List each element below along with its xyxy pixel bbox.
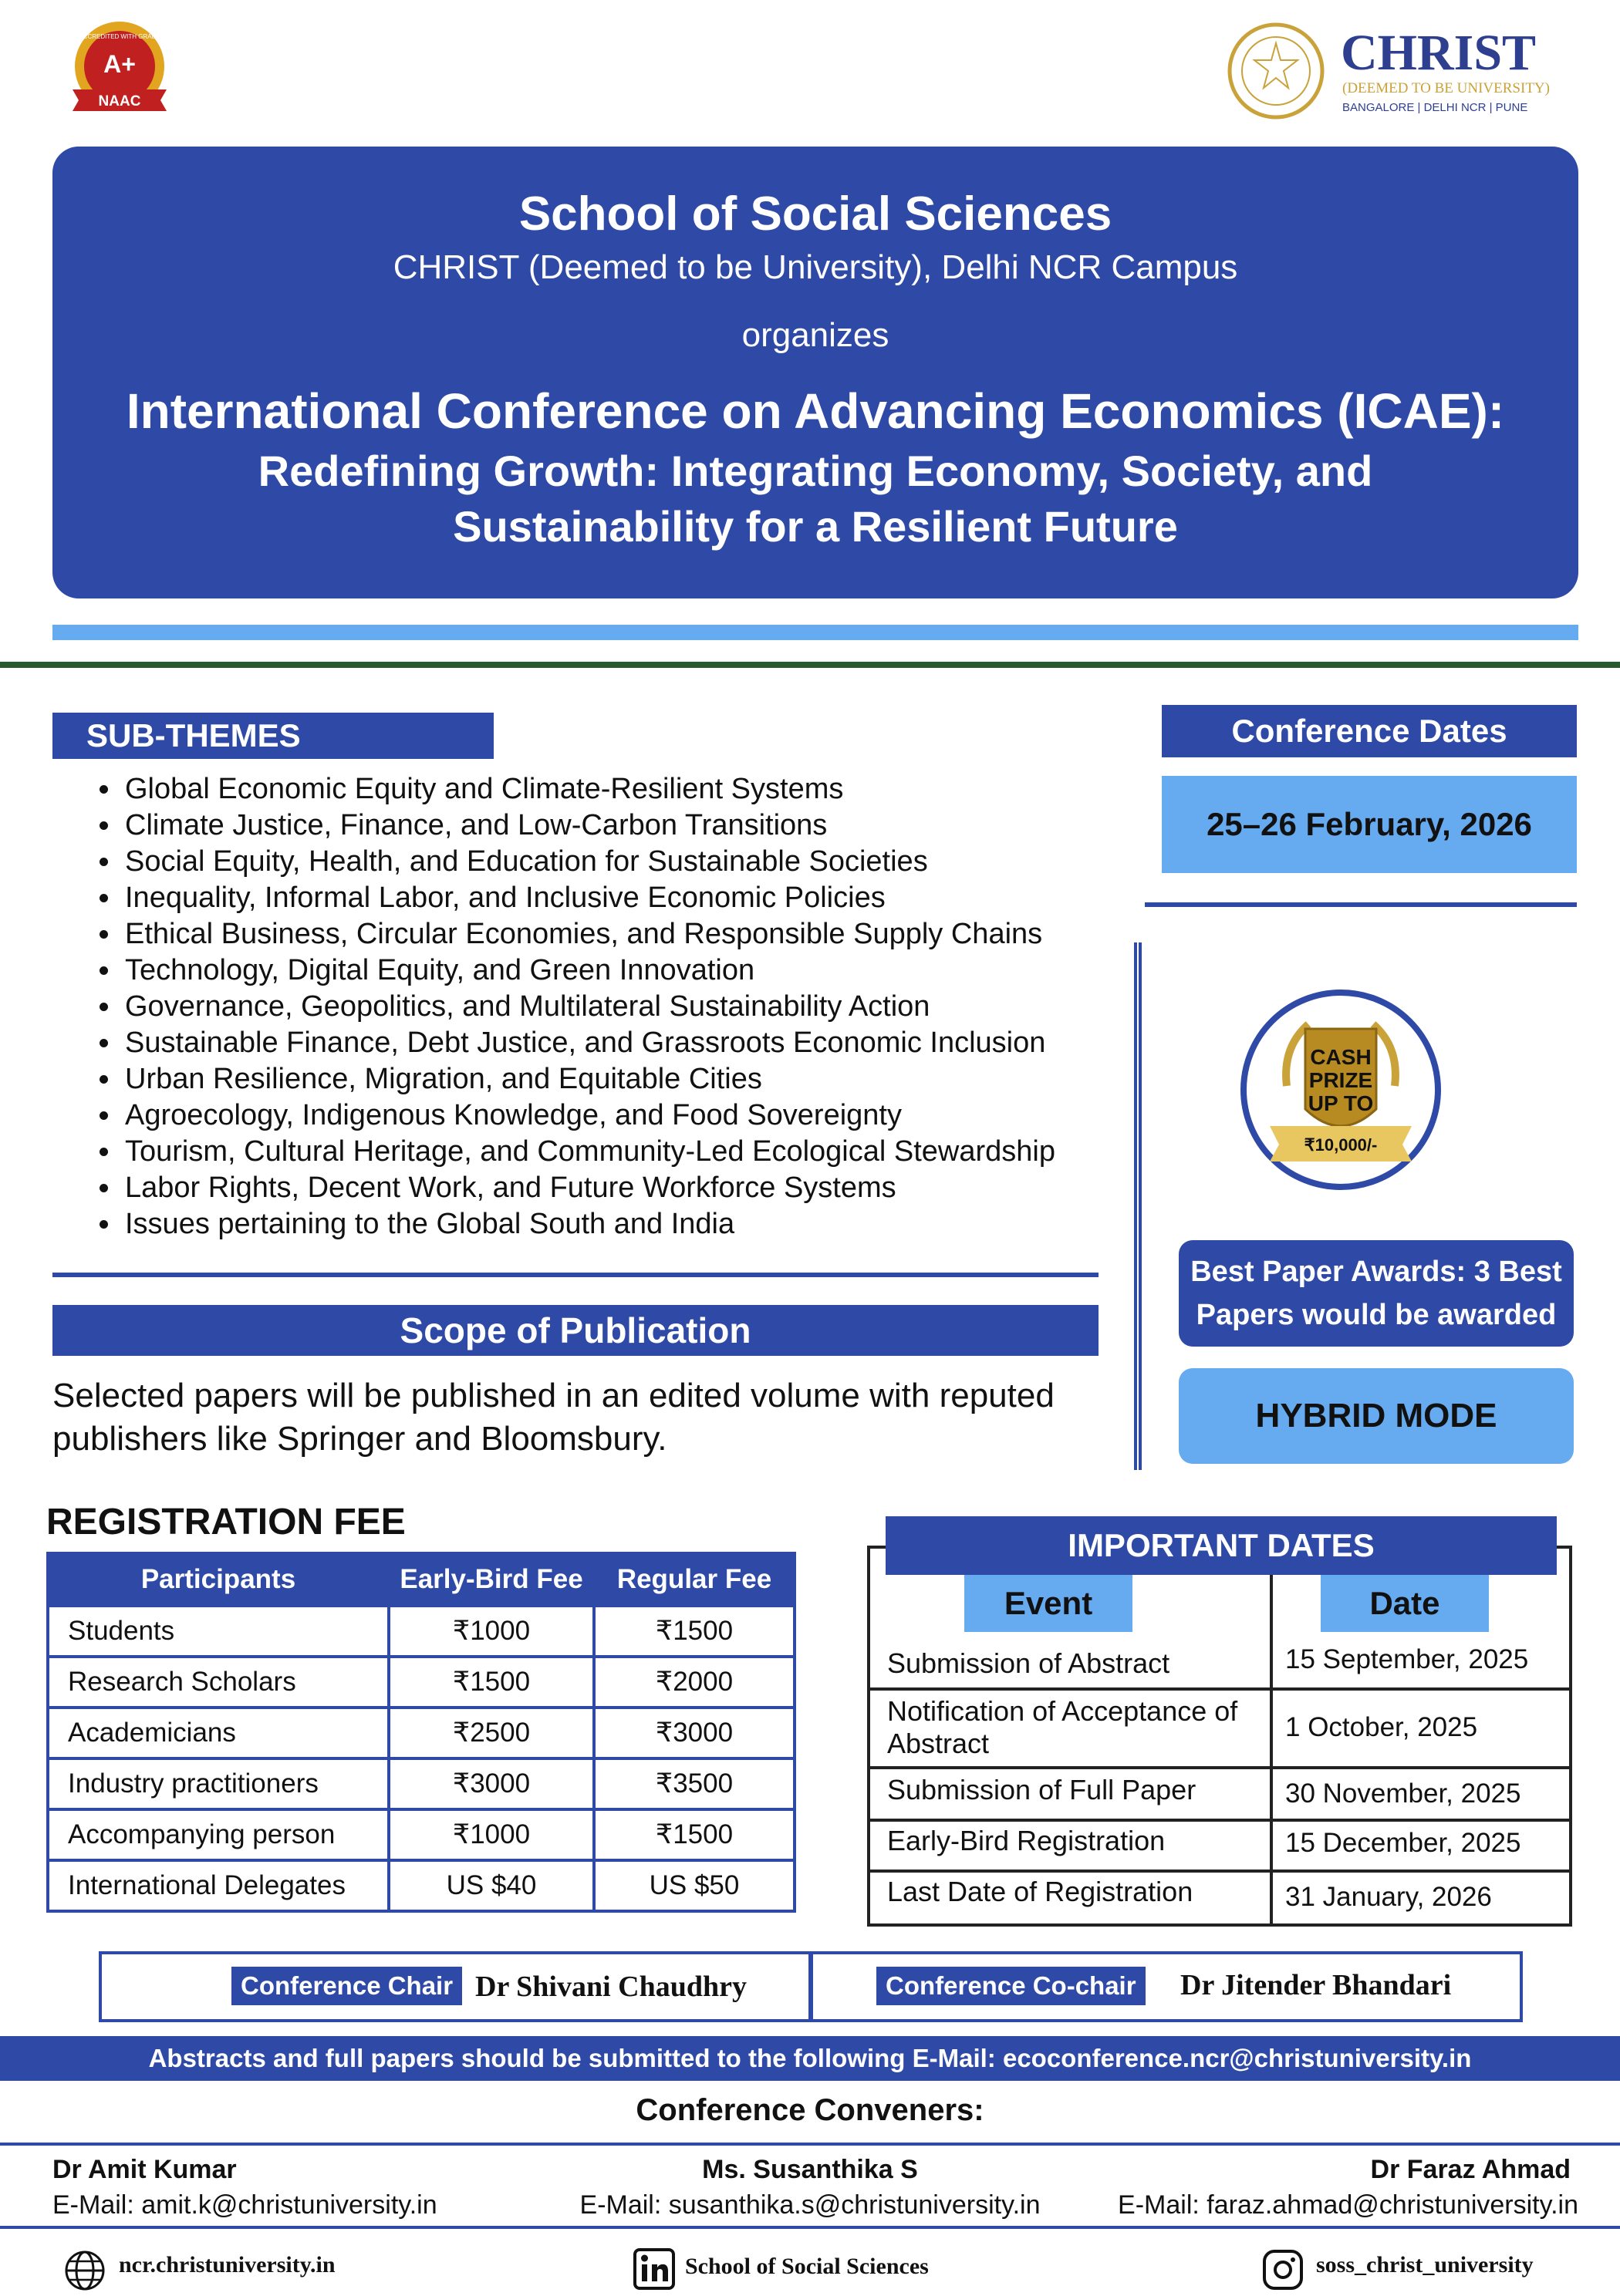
event-cell: Submission of Full Paper xyxy=(887,1774,1196,1805)
chair-label: Conference Chair xyxy=(231,1967,462,2005)
list-item: • Governance, Geopolitics, and Multilateral Sustainability Action xyxy=(122,989,1156,1025)
header-event: Event xyxy=(964,1575,1132,1632)
cochair-name: Dr Jitender Bhandari xyxy=(1180,1969,1452,2001)
header-early-bird: Early-Bird Fee xyxy=(389,1553,594,1606)
event-cell: Notification of Acceptance of Abstract xyxy=(887,1695,1238,1759)
table-cell: Research Scholars xyxy=(48,1657,389,1708)
christ-sub: (DEEMED TO BE UNIVERSITY) xyxy=(1342,80,1550,96)
table-row xyxy=(48,1606,795,1657)
row-divider xyxy=(867,1819,1572,1822)
date-cell: 31 January, 2026 xyxy=(1285,1882,1492,1912)
table-row xyxy=(48,1809,795,1860)
table-cell: ₹1500 xyxy=(389,1657,594,1708)
organizes-text: organizes xyxy=(741,316,889,354)
table-cell: ₹3000 xyxy=(389,1758,594,1809)
prize-line-3: UP TO xyxy=(1308,1091,1374,1115)
date-cell: 15 September, 2025 xyxy=(1285,1644,1529,1674)
list-item: • Issues pertaining to the Global South and India xyxy=(122,1206,1156,1242)
event-cell: Early-Bird Registration xyxy=(887,1825,1166,1856)
list-item: • Urban Resilience, Migration, and Equitable Cities xyxy=(122,1061,1156,1097)
list-item: • Tourism, Cultural Heritage, and Community-Led Ecological Stewardship xyxy=(122,1134,1156,1170)
christ-logo xyxy=(1225,20,1564,123)
conference-cochair-box xyxy=(810,1951,1523,2022)
event-cell: Last Date of Registration xyxy=(887,1876,1193,1907)
table-cell: ₹1000 xyxy=(389,1809,594,1860)
table-cell: ₹3500 xyxy=(594,1758,795,1809)
table-cell: International Delegates xyxy=(48,1860,389,1911)
subthemes-heading: SUB-THEMES xyxy=(52,713,494,759)
convener-name: Ms. Susanthika S xyxy=(702,2155,918,2184)
subthemes-list xyxy=(91,771,1156,1242)
conference-dates-value: 25–26 February, 2026 xyxy=(1162,776,1577,873)
header-participants: Participants xyxy=(48,1553,389,1606)
conveners-title: Conference Conveners: xyxy=(636,2093,984,2127)
table-row xyxy=(48,1708,795,1758)
row-divider xyxy=(867,1870,1572,1873)
table-cell: ₹2500 xyxy=(389,1708,594,1758)
table-cell: ₹3000 xyxy=(594,1708,795,1758)
convener-email: E-Mail: amit.k@christuniversity.in xyxy=(52,2190,437,2220)
hybrid-mode-badge: HYBRID MODE xyxy=(1179,1368,1574,1464)
list-item: • Climate Justice, Finance, and Low-Carbon Transitions xyxy=(122,807,1156,844)
christ-campuses: BANGALORE | DELHI NCR | PUNE xyxy=(1342,101,1528,114)
website-link[interactable]: ncr.christuniversity.in xyxy=(119,2252,336,2277)
christ-name: CHRIST xyxy=(1341,25,1537,81)
list-item: • Global Economic Equity and Climate-Resilient Systems xyxy=(122,771,1156,807)
cochair-label: Conference Co-chair xyxy=(876,1967,1146,2005)
list-item: • Labor Rights, Decent Work, and Future Workforce Systems xyxy=(122,1170,1156,1206)
table-cell: US $40 xyxy=(389,1860,594,1911)
table-cell: ₹2000 xyxy=(594,1657,795,1708)
list-item: • Inequality, Informal Labor, and Inclusive Economic Policies xyxy=(122,880,1156,916)
accent-bar xyxy=(52,625,1578,640)
naac-ring-text: ACCREDITED WITH GRADE xyxy=(79,33,160,40)
list-item: • Technology, Digital Equity, and Green Innovation xyxy=(122,952,1156,989)
conference-dates-heading: Conference Dates xyxy=(1162,705,1577,757)
section-divider xyxy=(0,662,1620,668)
divider xyxy=(0,2226,1620,2229)
row-divider xyxy=(867,1766,1572,1769)
table-row xyxy=(48,1657,795,1708)
linkedin-icon xyxy=(633,2247,676,2294)
prize-amount: ₹10,000/- xyxy=(1304,1135,1378,1155)
conference-chair-box xyxy=(99,1951,812,2022)
instagram-icon xyxy=(1262,2249,1304,2294)
date-cell: 1 October, 2025 xyxy=(1285,1712,1478,1742)
convener-email: E-Mail: faraz.ahmad@christuniversity.in xyxy=(1118,2190,1578,2220)
divider xyxy=(52,1273,1099,1277)
university-name: CHRIST (Deemed to be University), Delhi NCR Campus xyxy=(393,248,1238,286)
school-name: School of Social Sciences xyxy=(518,187,1112,241)
table-header-row xyxy=(48,1553,795,1606)
registration-fee-table xyxy=(46,1552,796,1913)
list-item: • Ethical Business, Circular Economies, and Responsible Supply Chains xyxy=(122,916,1156,952)
table-row xyxy=(48,1758,795,1809)
date-cell: 15 December, 2025 xyxy=(1285,1828,1521,1858)
table-cell: Students xyxy=(48,1606,389,1657)
date-cell: 30 November, 2025 xyxy=(1285,1778,1521,1809)
list-item: • Agroecology, Indigenous Knowledge, and Food Sovereignty xyxy=(122,1097,1156,1134)
chair-name: Dr Shivani Chaudhry xyxy=(475,1971,747,2003)
scope-text: Selected papers will be published in an edited volume with reputed publishers like Springer and Bloomsbury. xyxy=(52,1377,1055,1458)
convener-name: Dr Faraz Ahmad xyxy=(1370,2155,1571,2184)
conference-theme: Redefining Growth: Integrating Economy, Society, and Sustainability for a Resilient Future xyxy=(258,447,1373,551)
important-dates-heading: IMPORTANT DATES xyxy=(886,1516,1557,1575)
naac-logo xyxy=(62,19,177,126)
divider xyxy=(0,2143,1620,2146)
scope-heading: Scope of Publication xyxy=(52,1305,1099,1356)
prize-line-2: PRIZE xyxy=(1308,1068,1373,1092)
vertical-divider xyxy=(1134,942,1142,1470)
header-regular: Regular Fee xyxy=(594,1553,795,1606)
event-cell: Submission of Abstract xyxy=(887,1647,1170,1679)
instagram-link[interactable]: soss_christ_university xyxy=(1316,2252,1534,2277)
conference-title: International Conference on Advancing Economics (ICAE): xyxy=(126,383,1505,439)
divider xyxy=(1145,902,1577,907)
convener-name: Dr Amit Kumar xyxy=(52,2155,237,2184)
table-cell: Accompanying person xyxy=(48,1809,389,1860)
linkedin-link[interactable]: School of Social Sciences xyxy=(685,2254,929,2279)
submission-email-bar: Abstracts and full papers should be submitted to the following E-Mail: ecoconference.ncr@christuniversity.in xyxy=(0,2036,1620,2081)
best-paper-awards: Best Paper Awards: 3 Best Papers would be awarded xyxy=(1179,1240,1574,1347)
row-divider xyxy=(867,1687,1572,1691)
header-date: Date xyxy=(1321,1575,1489,1632)
globe-icon xyxy=(63,2249,106,2296)
table-row xyxy=(48,1860,795,1911)
table-cell: Industry practitioners xyxy=(48,1758,389,1809)
table-cell: ₹1500 xyxy=(594,1606,795,1657)
registration-title: REGISTRATION FEE xyxy=(46,1502,406,1542)
table-cell: Academicians xyxy=(48,1708,389,1758)
table-cell: ₹1000 xyxy=(389,1606,594,1657)
naac-grade: A+ xyxy=(103,50,136,78)
table-cell: US $50 xyxy=(594,1860,795,1911)
prize-line-1: CASH xyxy=(1310,1045,1372,1069)
naac-label: NAAC xyxy=(98,93,141,110)
table-cell: ₹1500 xyxy=(594,1809,795,1860)
list-item: • Social Equity, Health, and Education for Sustainable Societies xyxy=(122,844,1156,880)
cash-prize-badge xyxy=(1239,955,1443,1225)
title-banner xyxy=(52,147,1578,598)
list-item: • Sustainable Finance, Debt Justice, and Grassroots Economic Inclusion xyxy=(122,1025,1156,1061)
convener-email: E-Mail: susanthika.s@christuniversity.in xyxy=(579,2190,1041,2220)
